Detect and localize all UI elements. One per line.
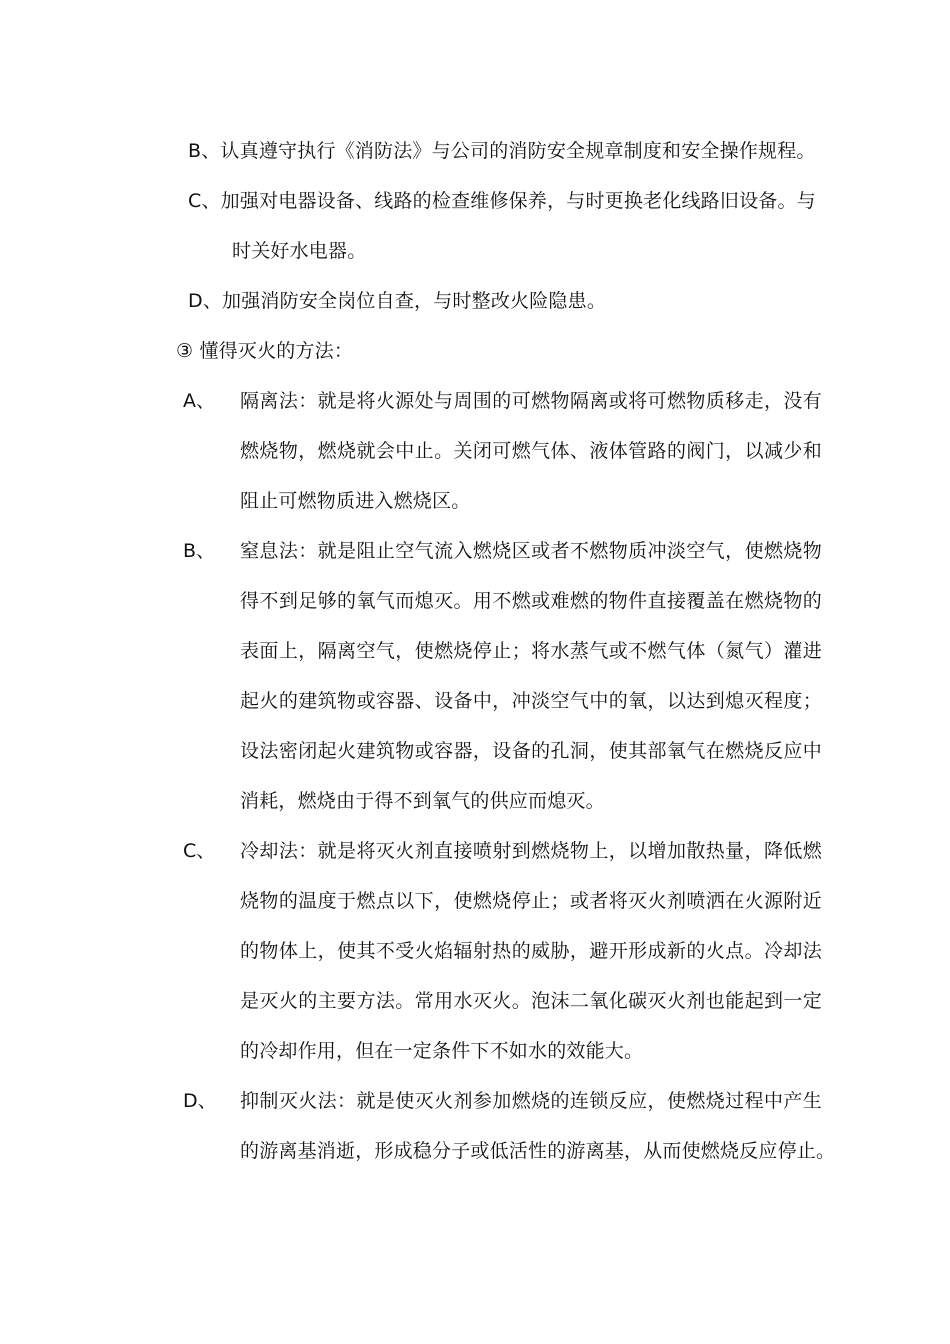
method-a-line-2: 燃烧物，燃烧就会中止。关闭可燃气体、液体管路的阀门，以减少和 [240,440,822,462]
prevention-item-c-line-1: C、加强对电器设备、线路的检查维修保养，与时更换老化线路旧设备。与 [188,190,816,212]
method-c-line-3: 的物体上，使其不受火焰辐射热的威胁，避开形成新的火点。冷却法 [240,940,822,962]
method-c-line-4: 是灭火的主要方法。常用水灭火。泡沫二氧化碳灭火剂也能起到一定 [240,990,822,1012]
method-b-line-1: 窒息法：就是阻止空气流入燃烧区或者不燃物质冲淡空气，使燃烧物 [240,540,822,562]
method-b-line-5: 设法密闭起火建筑物或容器，设备的孔洞，使其部氧气在燃烧反应中 [240,740,822,762]
method-d-line-2: 的游离基消逝，形成稳分子或低活性的游离基，从而使燃烧反应停止。 [240,1140,836,1162]
method-a-line-1: 隔离法：就是将火源处与周围的可燃物隔离或将可燃物质移走，没有 [240,390,822,412]
method-c-line-5: 的冷却作用，但在一定条件下不如水的效能大。 [240,1040,644,1062]
method-b-line-2: 得不到足够的氧气而熄灭。用不燃或难燃的物件直接覆盖在燃烧物的 [240,590,822,612]
prevention-item-b: B、认真遵守执行《消防法》与公司的消防安全规章制度和安全操作规程。 [188,140,816,162]
method-b-line-4: 起火的建筑物或容器、设备中，冲淡空气中的氧，以达到熄灭程度； [240,690,822,712]
method-a-marker: A、 [183,390,215,412]
prevention-item-d: D、加强消防安全岗位自查，与时整改火险隐患。 [188,290,607,312]
method-b-marker: B、 [183,540,216,562]
method-b-line-3: 表面上，隔离空气，使燃烧停止；将水蒸气或不燃气体（氮气）灌进 [240,640,822,662]
method-d-marker: D、 [183,1090,217,1112]
method-c-line-2: 烧物的温度于燃点以下，使燃烧停止；或者将灭火剂喷洒在火源附近 [240,890,822,912]
prevention-item-c-line-2: 时关好水电器。 [232,240,367,262]
section-heading: ③ 懂得灭火的方法： [176,340,354,362]
method-a-line-3: 阻止可燃物质进入燃烧区。 [240,490,471,512]
method-c-marker: C、 [183,840,216,862]
method-b-line-6: 消耗，燃烧由于得不到氧气的供应而熄灭。 [240,790,605,812]
method-c-line-1: 冷却法：就是将灭火剂直接喷射到燃烧物上，以增加散热量，降低燃 [240,840,822,862]
method-d-line-1: 抑制灭火法：就是使灭火剂参加燃烧的连锁反应，使燃烧过程中产生 [240,1090,822,1112]
